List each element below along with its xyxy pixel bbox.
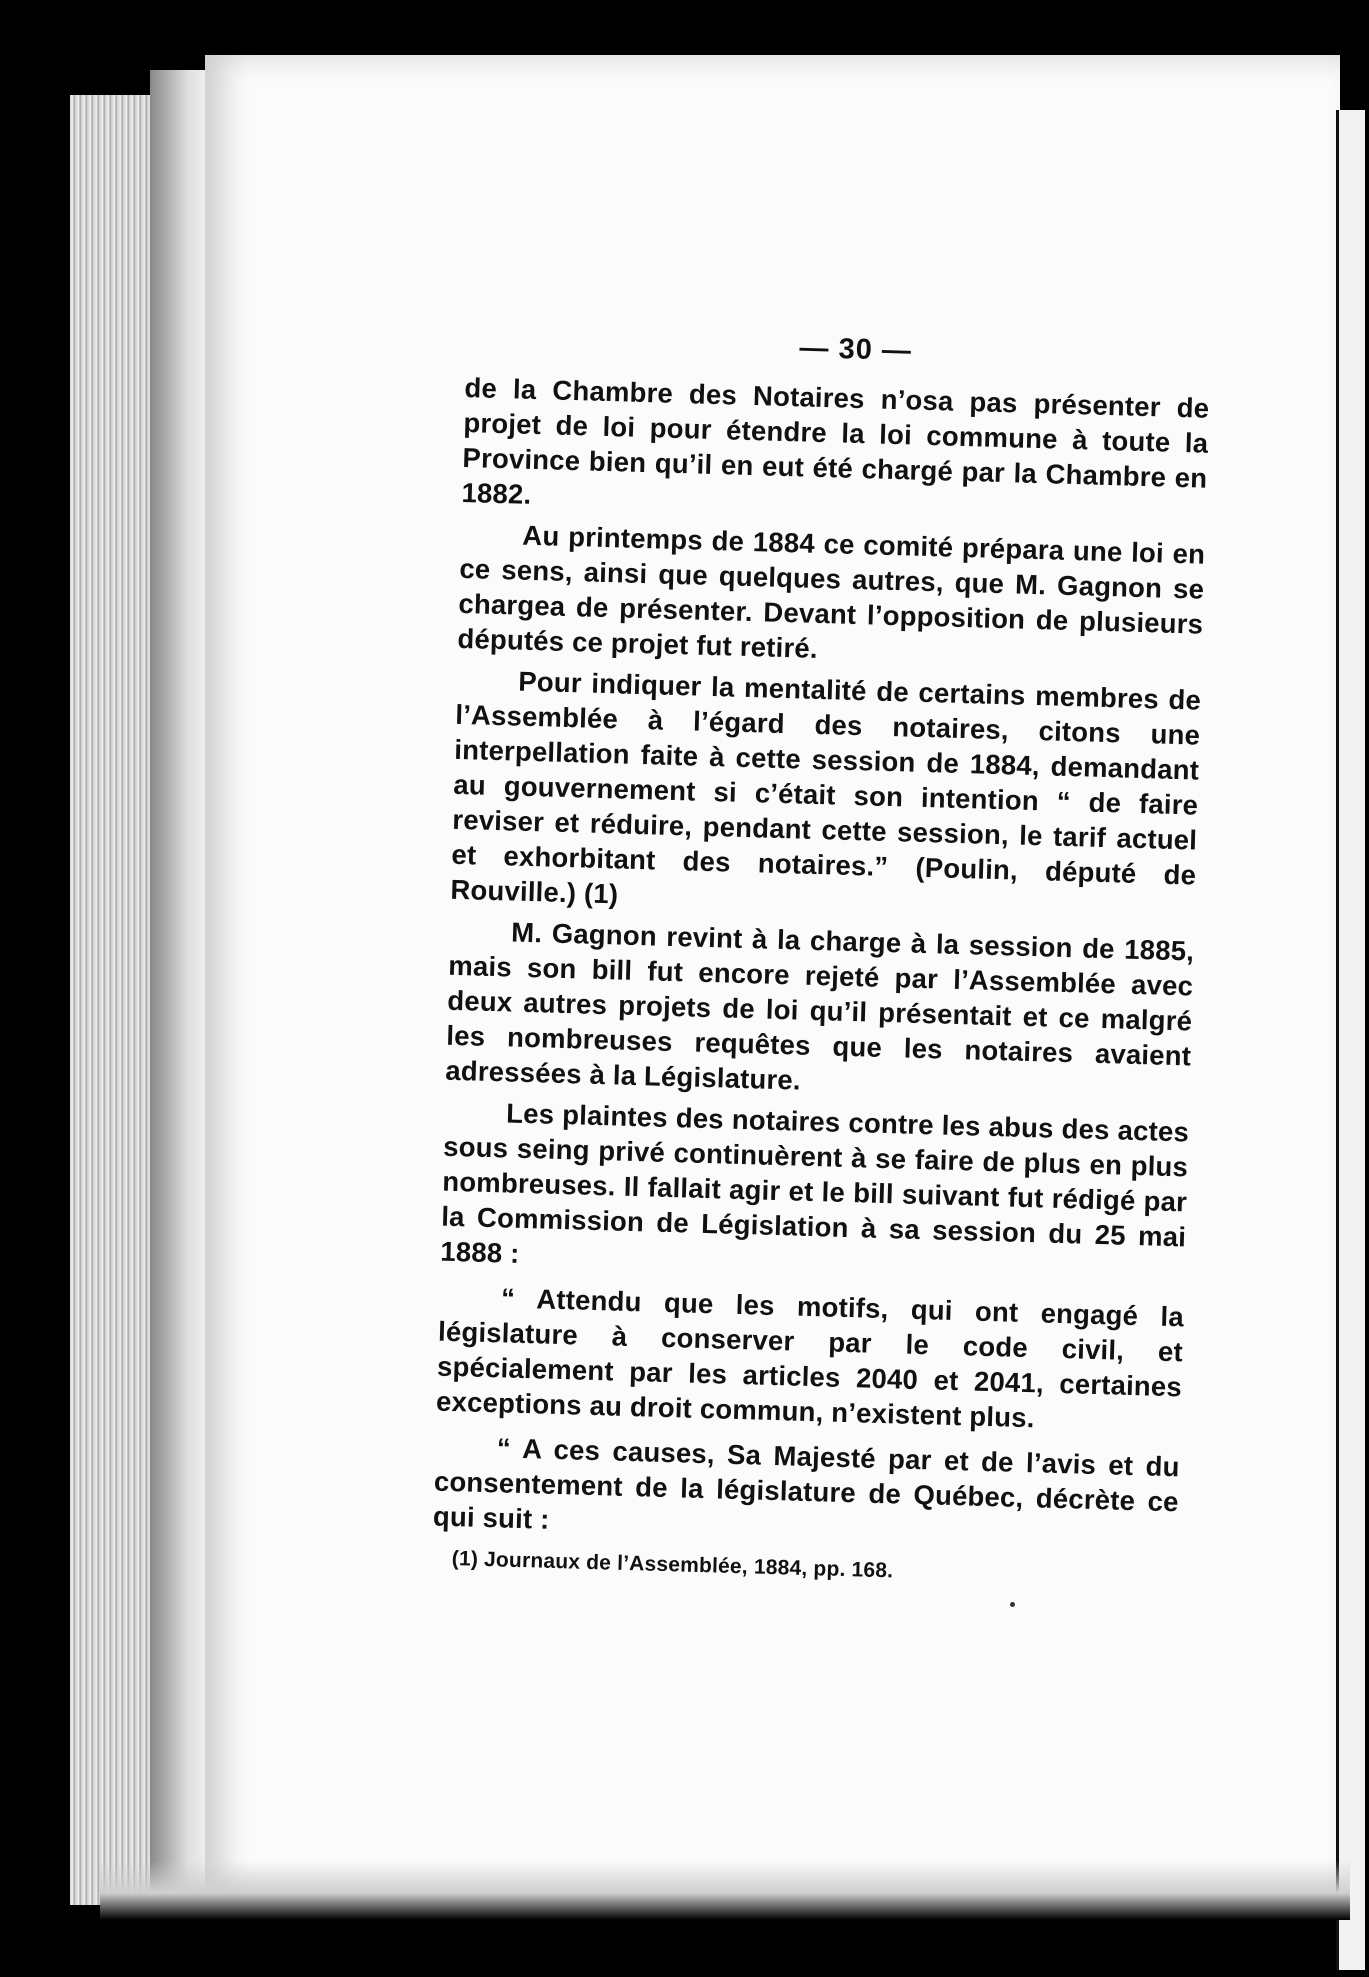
ink-speck (1010, 1602, 1015, 1607)
page-text (431, 370, 1209, 1594)
page-bottom-curl (100, 1860, 1350, 1920)
facing-page-edge (1336, 110, 1365, 1970)
paragraph-6: “ Attendu que les motifs, qui ont engagé la législature à conserver par le code civil, et spécialement par les articles 2040 et 2041, certaines exceptions au droit commun, n’existent plus. (435, 1282, 1185, 1434)
paragraph-1: de la Chambre des Notaires n’osa pas présenter de projet de loi pour étendre la loi commune à toute la Province bien qu’il en eut été chargé par la Chambre en 1882. (461, 371, 1210, 510)
paragraph-2: Au printemps de 1884 ce comité prépara une loi en ce sens, ainsi que quelques autres, que M. Gagnon se chargea de présenter. Devant l’opposition de plusieurs députés ce projet fut retiré. (457, 519, 1206, 664)
footnote: (1) Journaux de l’Assemblée, 1884, pp. 168. (451, 1547, 894, 1583)
page-number: — 30 — (799, 332, 913, 368)
paragraph-4: M. Gagnon revint à la charge à la session de 1885, mais son bill fut encore rejeté par l’Assemblée avec deux autres projets de loi qu’il présentait et ce malgré les nombreuses requêtes que les notaires avaient adressées à la Législature. (445, 916, 1195, 1096)
paragraph-5: Les plaintes des notaires contre les abus des actes sous seing privé continuèrent à se faire de plus en plus nombreuses. Il fallait agir et le bill suivant fut rédigé par la Commission de Législation à sa session du 25 mai 1888 : (439, 1097, 1190, 1269)
paragraph-7: “ A ces causes, Sa Majesté par et de l’avis et du consentement de la législature de Québec, décrète ce qui suit : (432, 1432, 1181, 1535)
paragraph-3: Pour indiquer la mentalité de certains membres de l’Assemblée à l’égard des notaires, citons une interpellation faite à cette session de 1884, demandant au gouvernement si c’était son intention “ de faire reviser et réduire, pendant cette session, le tarif actuel et exhorbitant des notaires.” (Poulin, député de Rouville.) (1) (450, 665, 1202, 910)
